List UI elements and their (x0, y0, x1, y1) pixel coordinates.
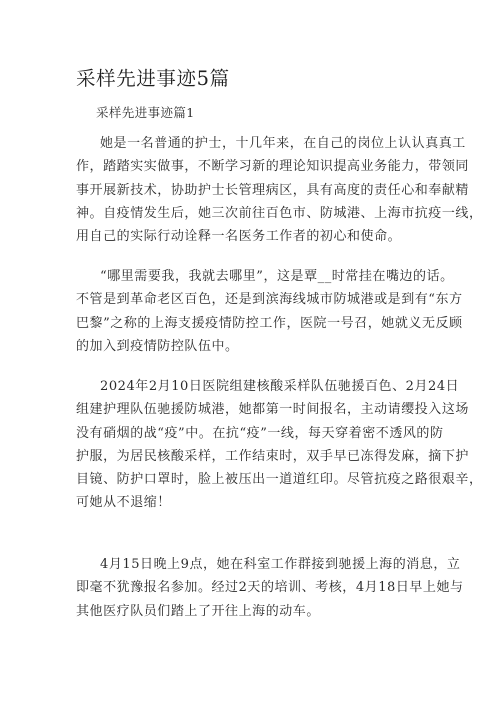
document-title: 采样先进事迹5篇 (76, 67, 230, 90)
paragraph-line: 组建护理队伍驰援防城港，她都第一时间报名，主动请缨投入这场 (76, 402, 469, 418)
paragraph-line: 目镜、防护口罩时，脸上被压出一道道红印。尽管抗疫之路很艰辛， (76, 472, 483, 488)
paragraph-line: 可她从不退缩！ (76, 495, 171, 511)
paragraph-line: 4月15日晚上9点，她在科室工作群接到驰援上海的消息，立 (100, 557, 461, 572)
paragraph-line: “哪里需要我，我就去哪里”，这是覃__时常挂在嘴边的话。 (100, 269, 454, 284)
paragraph-line: 巴黎”之称的上海支援疫情防控工作，医院一号召，她就义无反顾 (76, 315, 463, 331)
paragraph-line: 即毫不犹豫报名参加。经过2天的培训、考核，4月18日早上她与 (76, 580, 464, 596)
paragraph-2 (76, 265, 463, 358)
paragraph-line: 作，踏踏实实做事，不断学习新的理论知识提高业务能力，带领同 (76, 159, 469, 175)
paragraph-1 (76, 132, 483, 248)
paragraph-line: 事开展新技术，协助护士长管理病区，具有高度的责任心和奉献精 (76, 182, 469, 198)
paragraph-line: 用自己的实际行动诠释一名医务工作者的初心和使命。 (76, 229, 402, 245)
paragraph-line: 其他医疗队员们踏上了开往上海的动车。 (76, 603, 320, 619)
paragraph-4 (76, 553, 464, 623)
paragraph-line: 没有硝烟的战“疫”中。在抗“疫”一线，每天穿着密不透风的防 (76, 425, 444, 441)
paragraph-line: 不管是到革命老区百色，还是到滨海线城市防城港或是到有“东方 (76, 292, 463, 308)
paragraph-line: 神。自疫情发生后，她三次前往百色市、防城港、上海市抗疫一线， (76, 205, 483, 221)
paragraph-line: 护服，为居民核酸采样，工作结束时，双手早已冻得发麻，摘下护 (76, 448, 469, 464)
paragraph-line: 的加入到疫情防控队伍中。 (76, 338, 239, 354)
paragraph-line: 2024年2月10日医院组建核酸采样队伍驰援百色、2月24日 (100, 379, 460, 394)
section-heading: 采样先进事迹篇1 (96, 105, 195, 120)
paragraph-3 (76, 375, 483, 515)
paragraph-line: 她是一名普通的护士，十几年来，在自己的岗位上认认真真工 (100, 136, 466, 151)
